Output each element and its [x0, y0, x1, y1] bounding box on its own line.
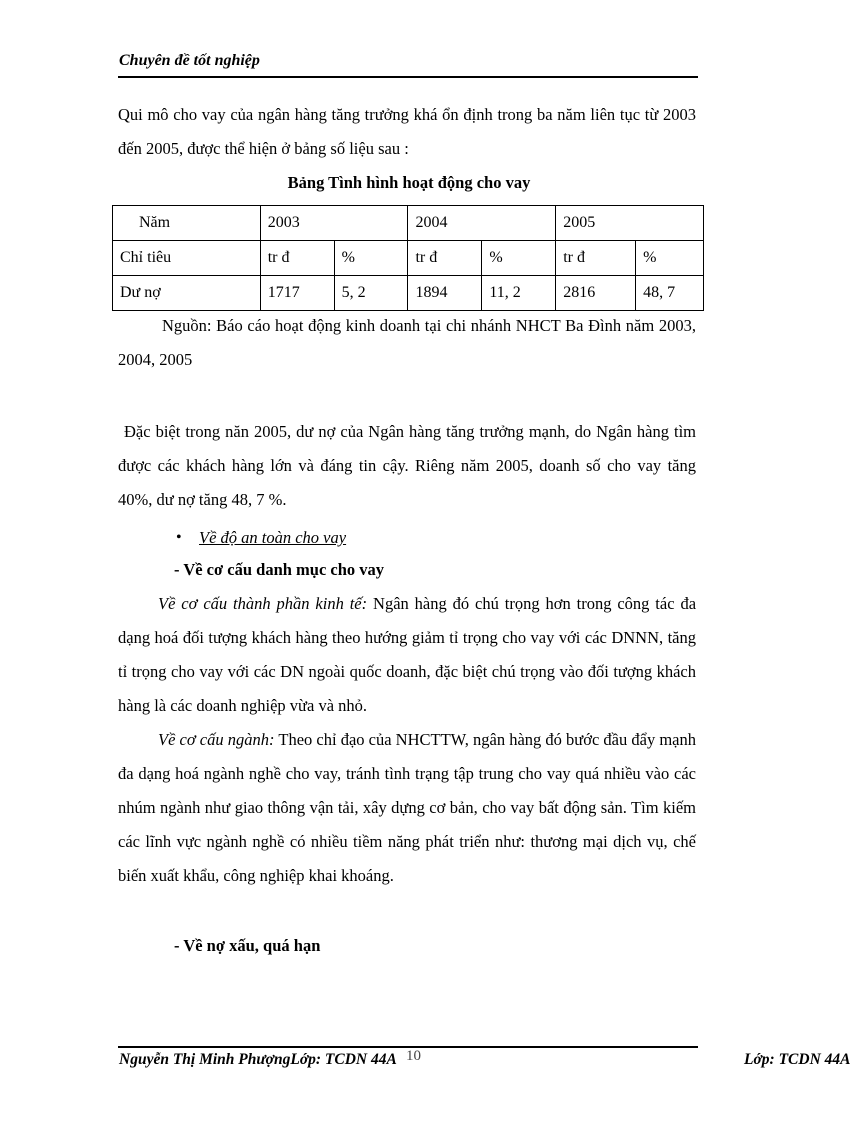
amount-cell: 1717 — [260, 276, 334, 311]
source-note: Nguồn: Báo cáo hoạt động kinh doanh tại chi nhánh NHCT Ba Đình năm 2003, 2004, 2005 — [118, 316, 696, 369]
footer-right-class: Lớp: TCDN 44A — [744, 1051, 850, 1068]
unit-amount-cell: tr đ — [408, 241, 482, 276]
heading-bad-debt: - Về nợ xấu, quá hạn — [174, 936, 321, 955]
unit-amount-cell: tr đ — [260, 241, 334, 276]
unit-percent-cell: % — [334, 241, 408, 276]
table-title: Bảng Tình hình hoạt động cho vay — [287, 173, 531, 192]
row-label: Dư nợ — [113, 276, 261, 311]
unit-percent-cell: % — [636, 241, 704, 276]
header-rule — [118, 76, 698, 78]
table-row — [113, 206, 704, 241]
year-header: 2003 — [260, 206, 408, 241]
amount-cell: 2816 — [556, 276, 636, 311]
bullet-item-safety: Về độ an toàn cho vay — [199, 528, 347, 547]
year-header: 2004 — [408, 206, 556, 241]
unit-amount-cell: tr đ — [556, 241, 636, 276]
table-row — [113, 241, 704, 276]
intro-paragraph: Qui mô cho vay của ngân hàng tăng trưởng khá ổn định trong ba năm liên tục từ 2003 đến 2005, được thể hiện ở bảng số liệu sau : — [118, 105, 696, 158]
economic-structure-paragraph — [118, 587, 696, 723]
page-number: 10 — [406, 1048, 421, 1064]
bullet-icon: • — [176, 529, 182, 546]
heading-portfolio-structure: - Về cơ cấu danh mục cho vay — [174, 560, 385, 579]
footer-author: Nguyễn Thị Minh Phượng — [119, 1051, 291, 1068]
amount-cell: 1894 — [408, 276, 482, 311]
percent-cell: 11, 2 — [482, 276, 556, 311]
sector-structure-text: Theo chỉ đạo của NHCTTW, ngân hàng đó bước đầu đẩy mạnh đa dạng hoá ngành nghề cho vay, tránh tình trạng tập trung cho vay quá nhiều vào các nhúm ngành như giao thông vận tải, xây dựng cơ bản, cho vay bất động sản. Tìm kiếm các lĩnh vực ngành nghề có nhiều tiềm năng phát triển như: thương mại dịch vụ, chế biến xuất khẩu, công nghiệp khai khoáng. — [118, 730, 697, 885]
metric-header-label: Chỉ tiêu — [113, 241, 261, 276]
footer-author-class — [119, 1051, 397, 1069]
footer-class: Lớp: TCDN 44A — [290, 1051, 397, 1068]
table-row — [113, 276, 704, 311]
document-header-title: Chuyên đề tốt nghiệp — [119, 52, 260, 69]
percent-cell: 48, 7 — [636, 276, 704, 311]
percent-cell: 5, 2 — [334, 276, 408, 311]
economic-structure-text: Ngân hàng đó chú trọng hơn trong công tác đa dạng hoá đối tượng khách hàng theo hướng giảm tỉ trọng cho vay với các DNNN, tăng tỉ trọng cho vay với các DN ngoài quốc doanh, đặc biệt chú trọng vào đối tượng khách hàng là các doanh nghiệp vừa và nhỏ. — [118, 594, 697, 715]
sector-structure-label: Về cơ cấu ngành: — [158, 730, 275, 749]
economic-structure-label: Về cơ cấu thành phần kinh tế: — [158, 594, 368, 613]
unit-percent-cell: % — [482, 241, 556, 276]
special-paragraph: Đặc biệt trong năn 2005, dư nợ của Ngân hàng tăng trưởng mạnh, do Ngân hàng tìm được các khách hàng lớn và đáng tin cậy. Riêng năm 2005, doanh số cho vay tăng 40%, dư nợ tăng 48, 7 %. — [118, 422, 696, 509]
year-header-label: Năm — [113, 206, 261, 241]
loan-activity-table — [112, 205, 704, 311]
year-header: 2005 — [556, 206, 704, 241]
sector-structure-paragraph — [118, 723, 696, 893]
